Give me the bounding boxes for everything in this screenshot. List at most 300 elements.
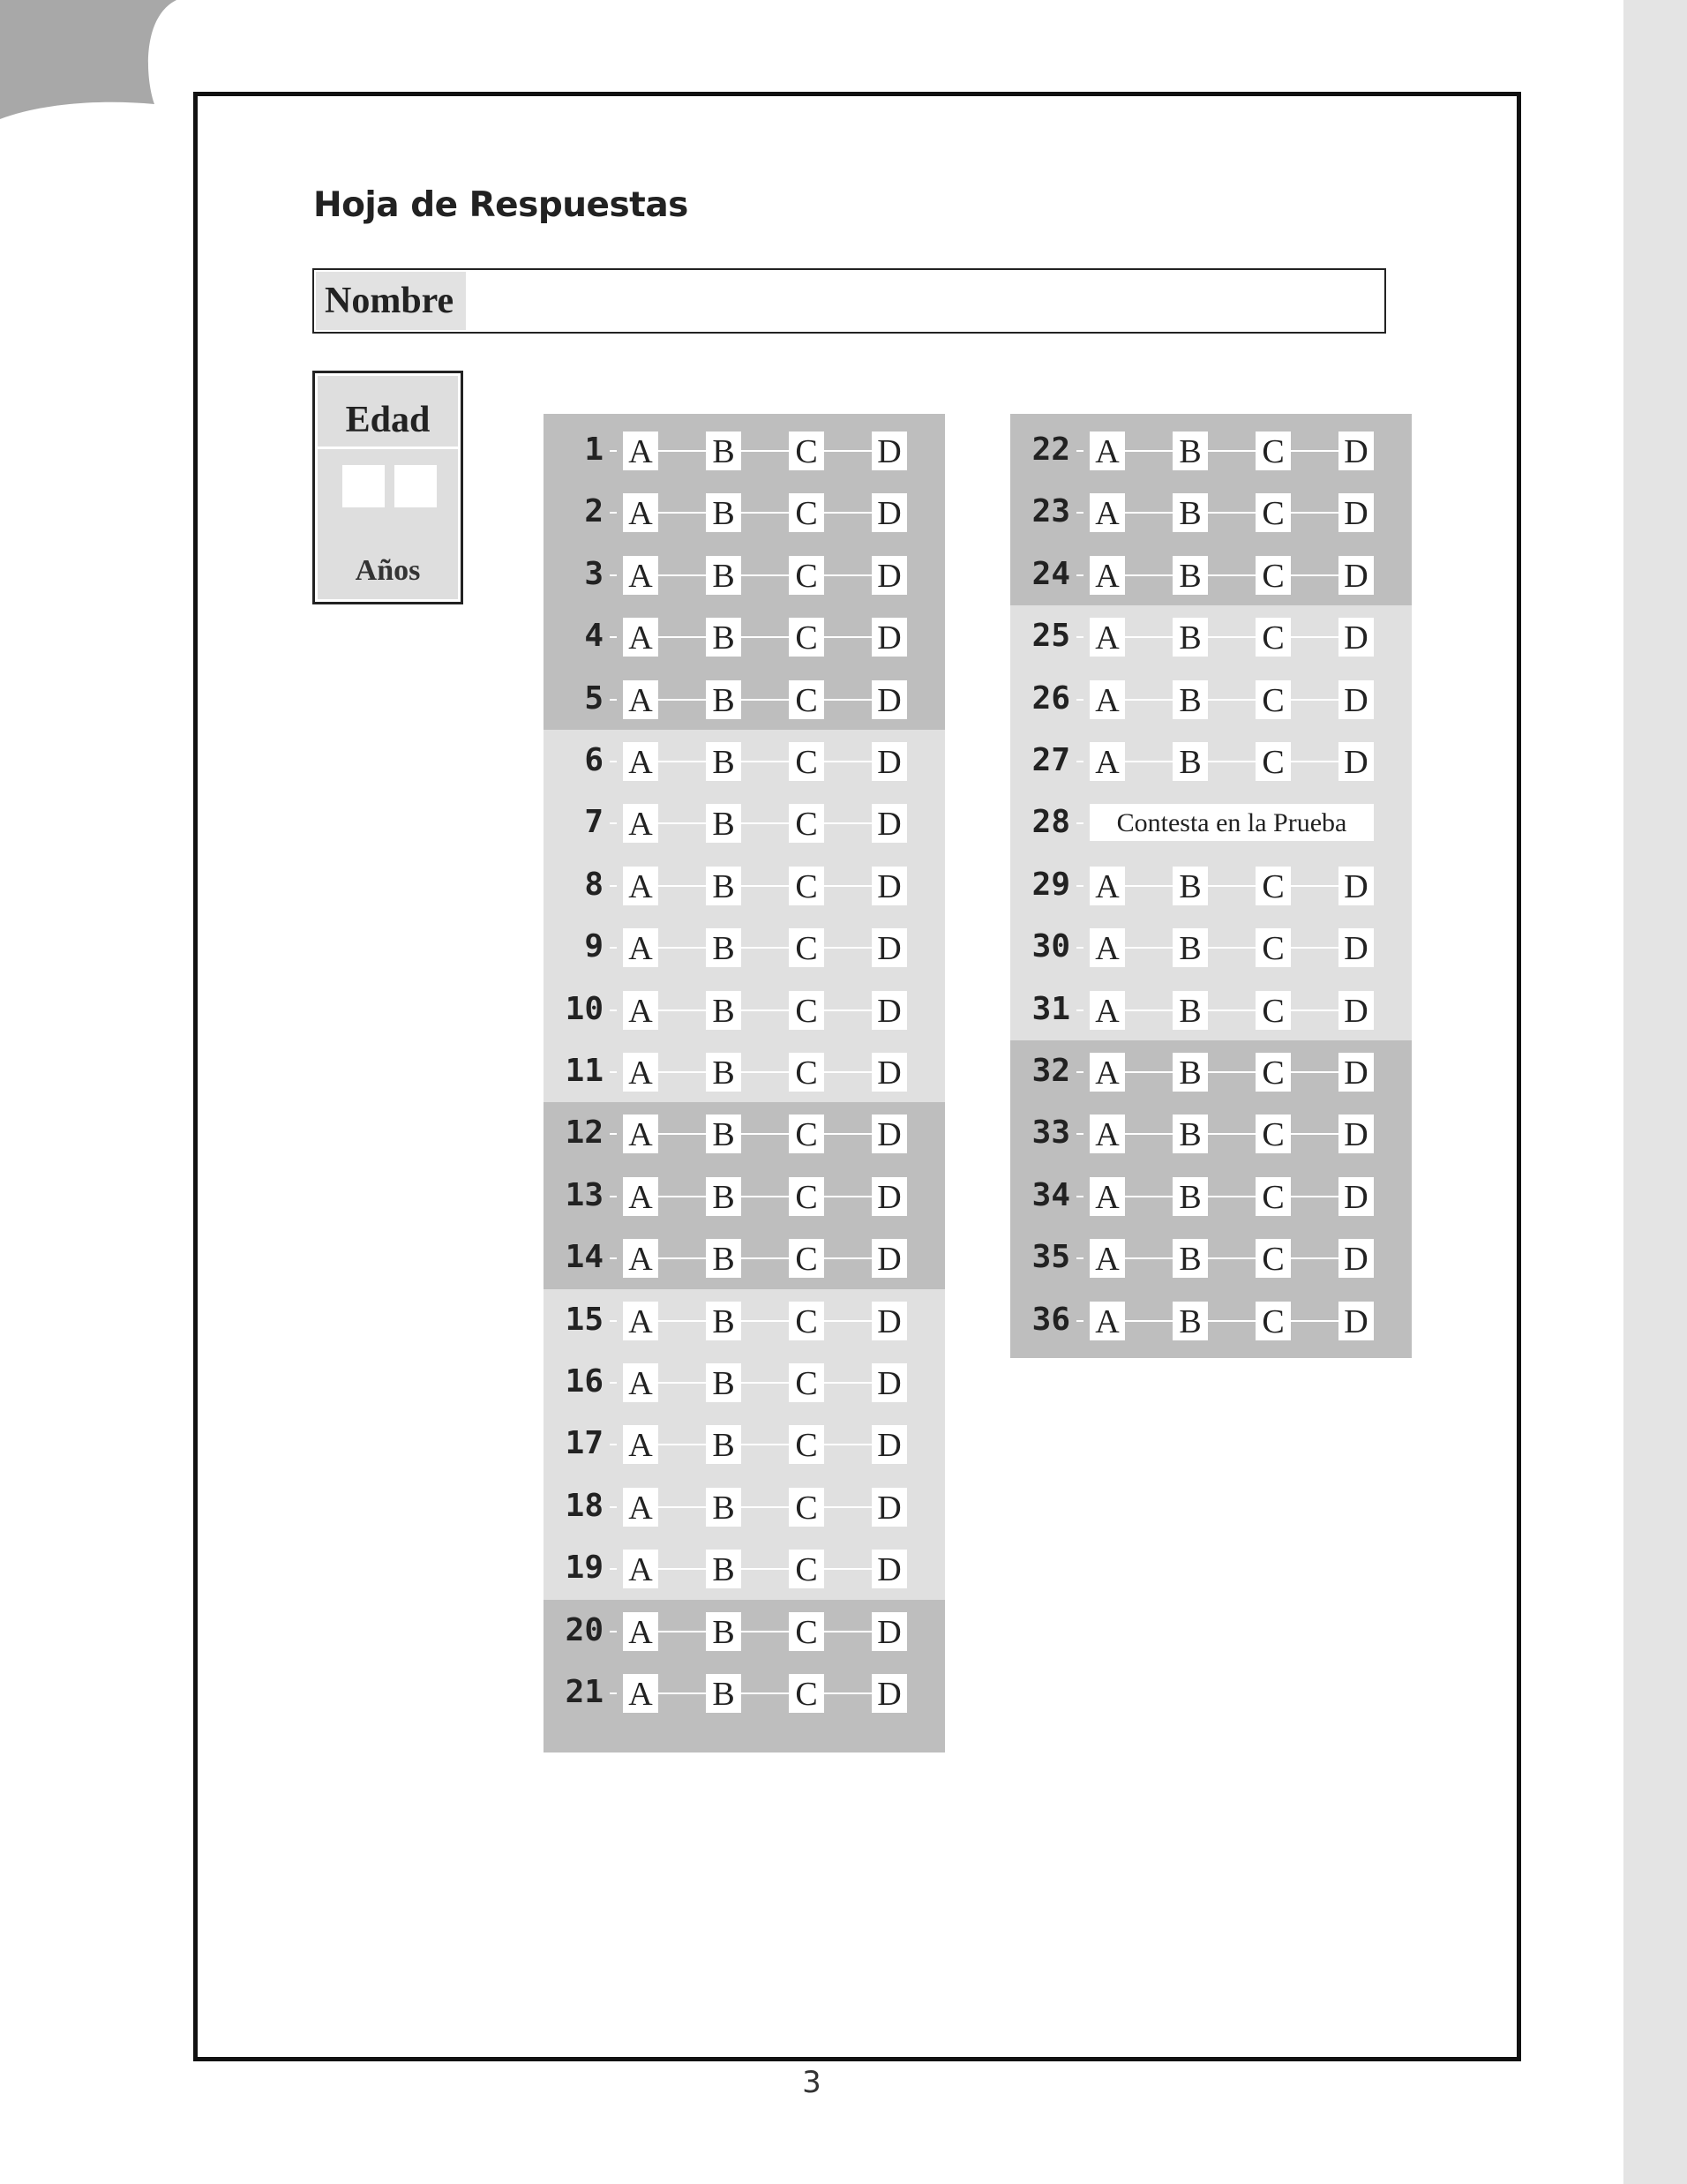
answer-option-d[interactable]: D bbox=[872, 991, 907, 1030]
answer-option-b[interactable]: B bbox=[706, 1488, 741, 1527]
answer-option-d[interactable]: D bbox=[1338, 556, 1374, 595]
answer-option-c[interactable]: C bbox=[1256, 1302, 1291, 1340]
option-connector bbox=[741, 1692, 789, 1694]
answer-option-c[interactable]: C bbox=[789, 1177, 824, 1216]
answer-option-a[interactable]: A bbox=[623, 1053, 658, 1092]
answer-option-b[interactable]: B bbox=[706, 804, 741, 843]
option-connector bbox=[824, 885, 872, 887]
answer-option-d[interactable]: D bbox=[872, 1612, 907, 1651]
row-connector bbox=[1076, 1009, 1083, 1011]
age-digit-box[interactable] bbox=[342, 465, 385, 507]
option-connector bbox=[1291, 699, 1338, 701]
option-connector bbox=[741, 885, 789, 887]
answer-option-d[interactable]: D bbox=[872, 867, 907, 905]
option-connector bbox=[1208, 1257, 1256, 1259]
answer-option-a[interactable]: A bbox=[623, 432, 658, 470]
answer-option-a[interactable]: A bbox=[623, 1425, 658, 1464]
question-number: 15 bbox=[565, 1301, 604, 1338]
answer-option-a[interactable]: A bbox=[1090, 742, 1125, 781]
page-edge-strip bbox=[1623, 0, 1687, 2184]
answer-option-c[interactable]: C bbox=[1256, 867, 1291, 905]
row-connector bbox=[610, 1382, 617, 1384]
answer-option-c[interactable]: C bbox=[1256, 1115, 1291, 1153]
answer-row bbox=[544, 544, 945, 605]
answer-option-b[interactable]: B bbox=[706, 680, 741, 719]
answer-option-c[interactable]: C bbox=[789, 928, 824, 967]
question-number: 36 bbox=[1031, 1301, 1070, 1338]
answer-option-d[interactable]: D bbox=[872, 1488, 907, 1527]
answer-option-c[interactable]: C bbox=[789, 804, 824, 843]
answer-option-a[interactable]: A bbox=[623, 618, 658, 657]
option-connector bbox=[1291, 1133, 1338, 1135]
row-connector bbox=[610, 761, 617, 762]
option-connector bbox=[741, 1631, 789, 1632]
answer-option-b[interactable]: B bbox=[1173, 928, 1208, 967]
answer-option-a[interactable]: A bbox=[1090, 1115, 1125, 1153]
answer-row bbox=[544, 792, 945, 853]
row-connector bbox=[610, 1133, 617, 1135]
question-number: 19 bbox=[565, 1550, 604, 1587]
answer-row bbox=[1010, 605, 1412, 667]
option-connector bbox=[1208, 1196, 1256, 1197]
option-connector bbox=[824, 1382, 872, 1384]
answer-option-b[interactable]: B bbox=[706, 493, 741, 532]
answer-option-b[interactable]: B bbox=[1173, 1302, 1208, 1340]
answer-option-d[interactable]: D bbox=[872, 804, 907, 843]
answer-option-c[interactable]: C bbox=[789, 867, 824, 905]
row-connector bbox=[1076, 574, 1083, 576]
answer-option-a[interactable]: A bbox=[623, 1239, 658, 1278]
answer-option-a[interactable]: A bbox=[623, 1612, 658, 1651]
answer-option-a[interactable]: A bbox=[623, 1177, 658, 1216]
answer-option-a[interactable]: A bbox=[1090, 1177, 1125, 1216]
answer-row bbox=[1010, 668, 1412, 730]
answer-row bbox=[544, 854, 945, 916]
question-number: 21 bbox=[565, 1674, 604, 1710]
row-connector bbox=[1076, 1133, 1083, 1135]
answer-option-b[interactable]: B bbox=[1173, 680, 1208, 719]
option-connector bbox=[658, 1009, 706, 1011]
answer-option-c[interactable]: C bbox=[789, 1612, 824, 1651]
answer-option-a[interactable]: A bbox=[623, 928, 658, 967]
answer-option-d[interactable]: D bbox=[1338, 680, 1374, 719]
option-connector bbox=[1208, 1133, 1256, 1135]
row-connector bbox=[610, 636, 617, 638]
age-footer: Años bbox=[355, 554, 421, 587]
name-label: Nombre bbox=[316, 272, 466, 330]
option-connector bbox=[741, 574, 789, 576]
page-number: 3 bbox=[802, 2065, 821, 2100]
option-connector bbox=[741, 1071, 789, 1073]
answer-option-d[interactable]: D bbox=[1338, 1302, 1374, 1340]
answer-option-c[interactable]: C bbox=[789, 991, 824, 1030]
answer-option-a[interactable]: A bbox=[1090, 493, 1125, 532]
option-connector bbox=[658, 885, 706, 887]
row-connector bbox=[610, 1071, 617, 1073]
question-number: 6 bbox=[584, 742, 604, 778]
row-connector bbox=[1076, 761, 1083, 762]
option-connector bbox=[1125, 1009, 1173, 1011]
answer-option-b[interactable]: B bbox=[706, 991, 741, 1030]
answer-option-d[interactable]: D bbox=[1338, 742, 1374, 781]
row-connector bbox=[1076, 1196, 1083, 1197]
answer-row bbox=[1010, 854, 1412, 916]
answer-row bbox=[544, 1165, 945, 1227]
answer-option-d[interactable]: D bbox=[872, 680, 907, 719]
option-connector bbox=[1208, 761, 1256, 762]
answer-option-a[interactable]: A bbox=[1090, 1302, 1125, 1340]
answer-option-c[interactable]: C bbox=[1256, 1053, 1291, 1092]
answer-option-c[interactable]: C bbox=[789, 556, 824, 595]
answer-option-b[interactable]: B bbox=[706, 1612, 741, 1651]
row-connector bbox=[610, 947, 617, 949]
answer-option-b[interactable]: B bbox=[706, 556, 741, 595]
row-connector bbox=[610, 1568, 617, 1570]
answer-option-d[interactable]: D bbox=[872, 742, 907, 781]
answer-row bbox=[544, 1537, 945, 1599]
answer-option-a[interactable]: A bbox=[1090, 556, 1125, 595]
answer-option-d[interactable]: D bbox=[1338, 1115, 1374, 1153]
option-connector bbox=[1125, 1196, 1173, 1197]
answer-option-a[interactable]: A bbox=[1090, 867, 1125, 905]
answer-option-c[interactable]: C bbox=[789, 1302, 824, 1340]
option-connector bbox=[824, 761, 872, 762]
answer-option-b[interactable]: B bbox=[706, 1674, 741, 1713]
answer-option-b[interactable]: B bbox=[706, 1053, 741, 1092]
question-number: 31 bbox=[1031, 990, 1070, 1027]
answer-option-b[interactable]: B bbox=[706, 1177, 741, 1216]
option-connector bbox=[1208, 636, 1256, 638]
answer-option-b[interactable]: B bbox=[706, 1363, 741, 1402]
answer-option-a[interactable]: A bbox=[623, 493, 658, 532]
answer-option-c[interactable]: C bbox=[1256, 991, 1291, 1030]
answer-option-d[interactable]: D bbox=[872, 556, 907, 595]
question-number: 20 bbox=[565, 1611, 604, 1648]
option-connector bbox=[824, 1692, 872, 1694]
answer-option-a[interactable]: A bbox=[1090, 1053, 1125, 1092]
answer-row bbox=[544, 1040, 945, 1102]
answer-option-b[interactable]: B bbox=[706, 1550, 741, 1588]
answer-option-a[interactable]: A bbox=[1090, 1239, 1125, 1278]
option-connector bbox=[824, 1568, 872, 1570]
answer-option-c[interactable]: C bbox=[1256, 928, 1291, 967]
answer-option-a[interactable]: A bbox=[623, 680, 658, 719]
option-connector bbox=[1125, 574, 1173, 576]
answer-option-c[interactable]: C bbox=[789, 1674, 824, 1713]
answer-option-d[interactable]: D bbox=[1338, 618, 1374, 657]
option-connector bbox=[741, 822, 789, 824]
answer-option-b[interactable]: B bbox=[706, 432, 741, 470]
option-connector bbox=[824, 1444, 872, 1445]
row-connector bbox=[610, 1257, 617, 1259]
answer-option-c[interactable]: C bbox=[1256, 680, 1291, 719]
row-connector bbox=[1076, 885, 1083, 887]
option-connector bbox=[824, 1009, 872, 1011]
option-connector bbox=[1291, 574, 1338, 576]
option-connector bbox=[1208, 1071, 1256, 1073]
option-connector bbox=[741, 636, 789, 638]
answer-option-b[interactable]: B bbox=[706, 1302, 741, 1340]
answer-row bbox=[544, 668, 945, 730]
row-connector bbox=[610, 1631, 617, 1632]
option-connector bbox=[1125, 699, 1173, 701]
option-connector bbox=[741, 699, 789, 701]
option-connector bbox=[658, 1568, 706, 1570]
answer-row bbox=[1010, 979, 1412, 1040]
answer-row bbox=[544, 1413, 945, 1475]
answer-option-d[interactable]: D bbox=[1338, 1053, 1374, 1092]
answer-row bbox=[544, 481, 945, 543]
answer-option-b[interactable]: B bbox=[706, 867, 741, 905]
answer-option-c[interactable]: C bbox=[789, 618, 824, 657]
answer-option-a[interactable]: A bbox=[1090, 991, 1125, 1030]
answer-option-c[interactable]: C bbox=[789, 432, 824, 470]
option-connector bbox=[658, 1133, 706, 1135]
option-connector bbox=[824, 1133, 872, 1135]
answer-option-a[interactable]: A bbox=[623, 1674, 658, 1713]
answer-option-a[interactable]: A bbox=[623, 1488, 658, 1527]
answer-option-a[interactable]: A bbox=[623, 556, 658, 595]
question-number: 35 bbox=[1031, 1239, 1070, 1276]
answer-option-d[interactable]: D bbox=[872, 1674, 907, 1713]
option-connector bbox=[1125, 885, 1173, 887]
answer-row bbox=[1010, 1040, 1412, 1102]
answer-option-d[interactable]: D bbox=[872, 493, 907, 532]
question-number: 18 bbox=[565, 1487, 604, 1524]
option-connector bbox=[741, 1506, 789, 1508]
question-number: 29 bbox=[1031, 866, 1070, 903]
answer-row bbox=[544, 419, 945, 481]
page-title: Hoja de Respuestas bbox=[313, 185, 688, 225]
answer-column-1 bbox=[544, 414, 945, 1752]
answer-option-c[interactable]: C bbox=[1256, 493, 1291, 532]
answer-column-2 bbox=[1010, 414, 1412, 1358]
answer-option-c[interactable]: C bbox=[789, 1488, 824, 1527]
answer-row bbox=[544, 1662, 945, 1723]
answer-option-a[interactable]: A bbox=[623, 991, 658, 1030]
row-connector bbox=[610, 574, 617, 576]
answer-option-a[interactable]: A bbox=[623, 1363, 658, 1402]
answer-option-b[interactable]: B bbox=[1173, 1239, 1208, 1278]
question-number: 11 bbox=[565, 1053, 604, 1089]
answer-option-c[interactable]: C bbox=[789, 1363, 824, 1402]
answer-option-a[interactable]: A bbox=[623, 804, 658, 843]
answer-option-a[interactable]: A bbox=[623, 1550, 658, 1588]
option-connector bbox=[824, 822, 872, 824]
answer-row bbox=[1010, 1289, 1412, 1351]
option-connector bbox=[1291, 761, 1338, 762]
row-connector bbox=[1076, 512, 1083, 514]
option-connector bbox=[1291, 1009, 1338, 1011]
answer-row bbox=[544, 730, 945, 792]
answer-option-a[interactable]: A bbox=[623, 867, 658, 905]
answer-option-d[interactable]: D bbox=[872, 432, 907, 470]
question-number: 5 bbox=[584, 679, 604, 717]
answer-option-d[interactable]: D bbox=[1338, 991, 1374, 1030]
answer-option-d[interactable]: D bbox=[872, 1550, 907, 1588]
question-number: 32 bbox=[1031, 1053, 1070, 1089]
question-number: 16 bbox=[565, 1363, 604, 1400]
option-connector bbox=[1291, 1320, 1338, 1322]
answer-option-b[interactable]: B bbox=[1173, 991, 1208, 1030]
option-connector bbox=[741, 1009, 789, 1011]
option-connector bbox=[824, 699, 872, 701]
row-connector bbox=[610, 885, 617, 887]
answer-option-c[interactable]: C bbox=[1256, 432, 1291, 470]
answer-option-c[interactable]: C bbox=[789, 742, 824, 781]
answer-row bbox=[1010, 1165, 1412, 1227]
question-number: 10 bbox=[565, 990, 604, 1027]
option-connector bbox=[1125, 761, 1173, 762]
row-connector bbox=[1076, 699, 1083, 701]
answer-option-d[interactable]: D bbox=[872, 1115, 907, 1153]
option-connector bbox=[1291, 1196, 1338, 1197]
answer-option-d[interactable]: D bbox=[872, 1239, 907, 1278]
answer-option-b[interactable]: B bbox=[706, 1425, 741, 1464]
answer-option-d[interactable]: D bbox=[872, 1363, 907, 1402]
option-connector bbox=[658, 512, 706, 514]
answer-option-c[interactable]: C bbox=[789, 493, 824, 532]
answer-option-b[interactable]: B bbox=[706, 1115, 741, 1153]
option-connector bbox=[658, 636, 706, 638]
answer-option-d[interactable]: D bbox=[872, 928, 907, 967]
answer-option-c[interactable]: C bbox=[1256, 556, 1291, 595]
question-number: 3 bbox=[584, 555, 604, 592]
row-connector bbox=[610, 1444, 617, 1445]
answer-option-d[interactable]: D bbox=[872, 1302, 907, 1340]
answer-option-a[interactable]: A bbox=[1090, 680, 1125, 719]
answer-option-d[interactable]: D bbox=[872, 1425, 907, 1464]
option-connector bbox=[1125, 1071, 1173, 1073]
answer-row bbox=[544, 979, 945, 1040]
answer-option-d[interactable]: D bbox=[1338, 1177, 1374, 1216]
answer-option-a[interactable]: A bbox=[1090, 928, 1125, 967]
option-connector bbox=[741, 450, 789, 452]
name-field[interactable] bbox=[312, 268, 1386, 334]
option-connector bbox=[741, 1196, 789, 1197]
option-connector bbox=[741, 1382, 789, 1384]
answer-option-b[interactable]: B bbox=[1173, 432, 1208, 470]
answer-row bbox=[1010, 1102, 1412, 1164]
answer-option-d[interactable]: D bbox=[1338, 1239, 1374, 1278]
question-number: 22 bbox=[1031, 432, 1070, 468]
answer-option-b[interactable]: B bbox=[706, 742, 741, 781]
answer-option-b[interactable]: B bbox=[1173, 493, 1208, 532]
option-connector bbox=[1291, 947, 1338, 949]
option-connector bbox=[824, 947, 872, 949]
age-digit-box[interactable] bbox=[394, 465, 437, 507]
answer-option-c[interactable]: C bbox=[1256, 618, 1291, 657]
answer-option-b[interactable]: B bbox=[706, 618, 741, 657]
answer-row bbox=[544, 1475, 945, 1537]
option-connector bbox=[658, 761, 706, 762]
answer-option-c[interactable]: C bbox=[1256, 1177, 1291, 1216]
option-connector bbox=[741, 512, 789, 514]
row-connector bbox=[610, 512, 617, 514]
answer-option-c[interactable]: C bbox=[789, 1053, 824, 1092]
option-connector bbox=[658, 1196, 706, 1197]
answer-option-d[interactable]: D bbox=[872, 618, 907, 657]
row-connector bbox=[610, 450, 617, 452]
answer-option-a[interactable]: A bbox=[1090, 432, 1125, 470]
answer-option-a[interactable]: A bbox=[623, 1115, 658, 1153]
option-connector bbox=[658, 450, 706, 452]
option-connector bbox=[1208, 512, 1256, 514]
question-number: 27 bbox=[1031, 742, 1070, 778]
option-connector bbox=[658, 1444, 706, 1445]
answer-option-b[interactable]: B bbox=[1173, 1115, 1208, 1153]
answer-option-c[interactable]: C bbox=[789, 1550, 824, 1588]
answer-option-b[interactable]: B bbox=[1173, 556, 1208, 595]
answer-option-d[interactable]: D bbox=[872, 1177, 907, 1216]
option-connector bbox=[1291, 1257, 1338, 1259]
answer-row bbox=[1010, 481, 1412, 543]
answer-option-c[interactable]: C bbox=[1256, 1239, 1291, 1278]
row-connector bbox=[1076, 636, 1083, 638]
age-title: Edad bbox=[345, 400, 431, 440]
answer-option-c[interactable]: C bbox=[789, 1115, 824, 1153]
option-connector bbox=[1208, 574, 1256, 576]
answer-row bbox=[544, 605, 945, 667]
question-number: 8 bbox=[584, 866, 604, 903]
answer-option-b[interactable]: B bbox=[1173, 867, 1208, 905]
question-number: 33 bbox=[1031, 1115, 1070, 1152]
question-number: 7 bbox=[584, 804, 604, 841]
question-number: 34 bbox=[1031, 1176, 1070, 1213]
answer-option-d[interactable]: D bbox=[872, 1053, 907, 1092]
answer-option-a[interactable]: A bbox=[623, 1302, 658, 1340]
question-number: 26 bbox=[1031, 679, 1070, 717]
answer-row bbox=[544, 1102, 945, 1164]
option-connector bbox=[658, 1257, 706, 1259]
row-connector bbox=[610, 699, 617, 701]
option-connector bbox=[824, 574, 872, 576]
row-connector bbox=[610, 1320, 617, 1322]
answer-option-b[interactable]: B bbox=[706, 1239, 741, 1278]
row-connector bbox=[1076, 822, 1083, 824]
question-number: 4 bbox=[584, 618, 604, 655]
option-connector bbox=[1208, 1320, 1256, 1322]
answer-option-b[interactable]: B bbox=[1173, 618, 1208, 657]
option-connector bbox=[1125, 1133, 1173, 1135]
option-connector bbox=[658, 1692, 706, 1694]
answer-row bbox=[1010, 1227, 1412, 1288]
answer-option-c[interactable]: C bbox=[789, 1425, 824, 1464]
answer-option-c[interactable]: C bbox=[789, 1239, 824, 1278]
answer-option-d[interactable]: D bbox=[1338, 928, 1374, 967]
answer-row bbox=[1010, 792, 1412, 853]
answer-row bbox=[544, 916, 945, 978]
answer-row bbox=[544, 1227, 945, 1288]
answer-option-a[interactable]: A bbox=[1090, 618, 1125, 657]
answer-option-c[interactable]: C bbox=[789, 680, 824, 719]
answer-option-b[interactable]: B bbox=[1173, 1053, 1208, 1092]
answer-row bbox=[1010, 419, 1412, 481]
option-connector bbox=[824, 1257, 872, 1259]
answer-option-d[interactable]: D bbox=[1338, 493, 1374, 532]
answer-option-d[interactable]: D bbox=[1338, 867, 1374, 905]
answer-option-c[interactable]: C bbox=[1256, 742, 1291, 781]
answer-option-b[interactable]: B bbox=[1173, 742, 1208, 781]
answer-option-b[interactable]: B bbox=[706, 928, 741, 967]
answer-option-a[interactable]: A bbox=[623, 742, 658, 781]
answer-option-b[interactable]: B bbox=[1173, 1177, 1208, 1216]
option-connector bbox=[824, 636, 872, 638]
answer-option-d[interactable]: D bbox=[1338, 432, 1374, 470]
row-connector bbox=[1076, 450, 1083, 452]
question-number: 23 bbox=[1031, 493, 1070, 530]
option-connector bbox=[1208, 450, 1256, 452]
